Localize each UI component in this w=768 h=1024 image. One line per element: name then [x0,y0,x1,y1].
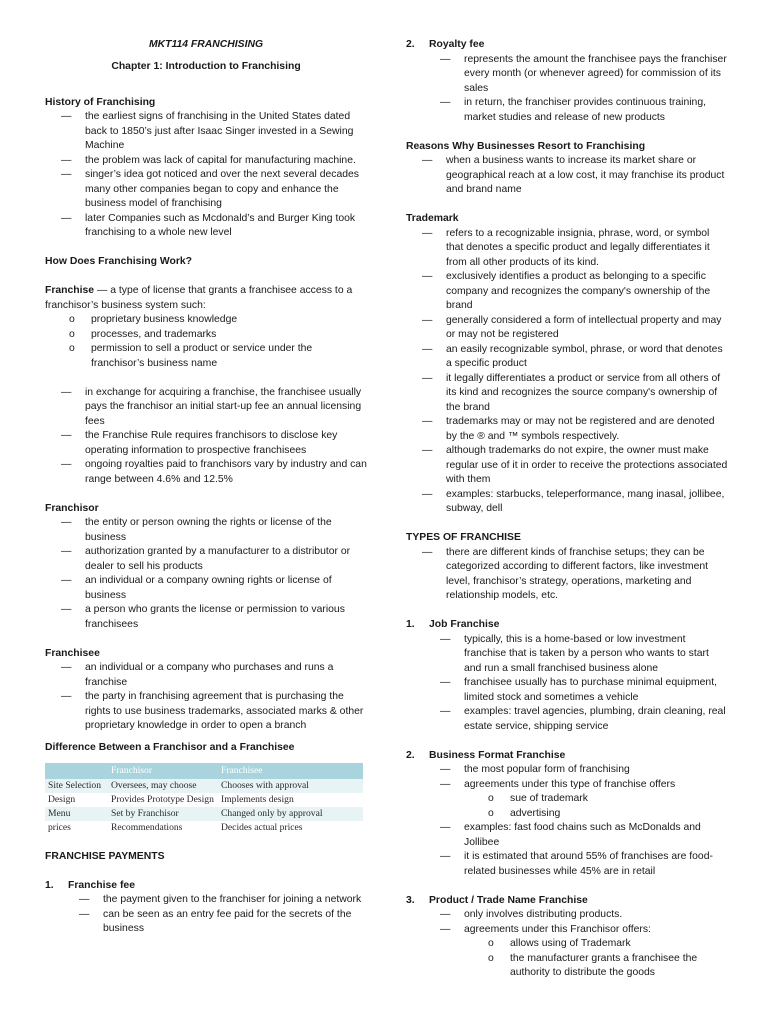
franchisor-item: — the entity or person owning the rights or license of the business [45,516,367,545]
payments-heading: FRANCHISE PAYMENTS [45,850,165,862]
product-franchise-item: — agreements under this Franchisor offers: [406,923,728,938]
business-format-label: Business Format Franchise [429,749,566,761]
table-cell: Menu [45,807,108,821]
business-format-number: 2. [406,749,415,761]
how-item: — ongoing royalties paid to franchisors vary by industry and can range between 4.6% and 12.5% [45,458,367,487]
table-cell: Provides Prototype Design [111,794,214,805]
trademark-item: — refers to a recognizable insignia, phrase, word, or symbol that denotes a specific product and legally differentiates it from all other products of its kind. [406,227,728,271]
table-cell: Recommendations [111,822,183,833]
table-cell: Chooses with approval [218,779,363,793]
franchisee-item: — the party in franchising agreement that is purchasing the rights to use business trademarks, associated marks & other proprietary knowledge in order to open a branch [45,690,367,734]
left-column [45,38,367,937]
reasons-item: — when a business wants to increase its market share or geographical reach at a low cost, it may franchise its product and brand name [406,154,728,198]
how-item: — in exchange for acquiring a franchise, the franchisee usually pays the franchisor an initial start-up fee an annual licensing fees [45,386,367,430]
table-header-cell [45,763,108,779]
history-item: — the problem was lack of capital for manufacturing machine. [45,154,367,169]
trademark-heading: Trademark [406,213,459,224]
table-row [45,807,363,821]
franchise-fee-title [45,879,367,894]
reasons-heading: Reasons Why Businesses Resort to Franchising [406,140,646,152]
royalty-fee-item: — represents the amount the franchisee pays the franchiser every month (or whenever agreed) for commission of its sales [406,53,728,97]
table-header-cell: Franchisee [218,763,363,779]
table-cell: Changed only by approval [218,807,363,821]
franchise-def-text: — a type of license that grants a franchisee access to a franchisor’s business system such: [45,285,353,311]
types-item: — there are different kinds of franchise setups; they can be categorized according to different factors, like investment level, franchisor’s strategy, operations, marketing and relationship models, etc. [406,546,728,604]
table-cell: Set by Franchisor [108,807,218,821]
course-title: MKT114 FRANCHISING [148,39,264,50]
business-format-title [406,749,728,764]
product-franchise-sub-item: o the manufacturer grants a franchisee the authority to distribute the goods [406,952,728,981]
franchisee-heading: Franchisee [45,647,100,659]
business-format-item: — examples: fast food chains such as McDonalds and Jollibee [406,821,728,850]
franchise-fee-label: Franchise fee [68,879,135,891]
franchise-sub-item: o processes, and trademarks [45,328,367,343]
history-item: — the earliest signs of franchising in the United States dated back to 1850’s just after Isaac Singer invested in a Sewing Machine [45,110,367,154]
trademark-item: — it legally differentiates a product or service from all others of its kind and recognizes the source company's ownership of the brand [406,372,728,416]
how-item: — the Franchise Rule requires franchisors to disclose key operating information to prospective franchisees [45,429,367,458]
table-cell: Decides actual prices [221,822,303,833]
how-heading: How Does Franchising Work? [45,256,193,267]
product-franchise-sub-item: o allows using of Trademark [406,937,728,952]
royalty-fee-title [406,38,728,53]
business-format-item: — it is estimated that around 55% of franchises are food-related businesses while 45% are in retail [406,850,728,879]
business-format-item: — agreements under this type of franchise offers [406,778,728,793]
product-franchise-item: — only involves distributing products. [406,908,728,923]
franchisor-item: — a person who grants the license or permission to various franchisees [45,603,367,632]
table-row [45,779,363,793]
franchise-fee-item: — the payment given to the franchiser for joining a network [45,893,367,908]
table-header-cell: Franchisor [108,763,218,779]
business-format-item: — the most popular form of franchising [406,763,728,778]
job-franchise-number: 1. [406,619,415,630]
table-cell: prices [48,822,71,833]
job-franchise-title [406,618,728,633]
trademark-item: — exclusively identifies a product as belonging to a specific company and recognizes the company's ownership of the brand [406,270,728,314]
franchisor-item: — an individual or a company owning rights or license of business [45,574,367,603]
table-row [45,793,363,807]
franchise-term: Franchise [45,285,95,296]
trademark-item: — an easily recognizable symbol, phrase, or word that denotes a specific product [406,343,728,372]
job-franchise-item: — examples: travel agencies, plumbing, drain cleaning, real estate service, shipping service [406,705,728,734]
product-franchise-title [406,894,728,909]
franchise-sub-item: o permission to sell a product or service under the franchisor’s business name [45,342,367,371]
trademark-item: — trademarks may or may not be registered and are denoted by the ® and ™ symbols respectively. [406,415,728,444]
types-heading: TYPES OF FRANCHISE [406,532,521,543]
table-cell: Implements design [221,794,294,805]
royalty-fee-label: Royalty fee [429,39,485,50]
job-franchise-item: — franchisee usually has to purchase minimal equipment, limited stock and sometimes a vehicle [406,676,728,705]
business-format-sub-item: o advertising [406,807,728,822]
franchise-sub-item: o proprietary business knowledge [45,313,367,328]
franchise-definition [45,284,367,313]
table-cell: Design [48,794,76,805]
royalty-fee-item: — in return, the franchiser provides continuous training, market studies and release of new products [406,96,728,125]
chapter-title: Chapter 1: Introduction to Franchising [111,60,301,72]
table-header-row [45,763,363,779]
history-heading: History of Franchising [45,96,156,108]
franchise-fee-item: — can be seen as an entry fee paid for the secrets of the business [45,908,367,937]
trademark-item: — examples: starbucks, teleperformance, mang inasal, jollibee, subway, dell [406,488,728,517]
product-franchise-number: 3. [406,894,415,906]
franchise-fee-number: 1. [45,879,54,891]
table-row [45,821,363,835]
table-cell: Oversees, may choose [108,779,218,793]
trademark-item: — generally considered a form of intellectual property and may or may not be registered [406,314,728,343]
job-franchise-item: — typically, this is a home-based or low investment franchise that is taken by a person who wants to start and run a small franchised business alone [406,633,728,677]
history-item: — later Companies such as Mcdonald’s and Burger King took franchising to a whole new level [45,212,367,241]
history-item: — singer’s idea got noticed and over the next several decades many other companies began to copy and enhance the business model of franchising [45,168,367,212]
franchisor-item: — authorization granted by a manufacturer to a distributor or dealer to sell his products [45,545,367,574]
difference-heading: Difference Between a Franchisor and a Franchisee [45,741,295,753]
franchisee-item: — an individual or a company who purchases and runs a franchise [45,661,367,690]
comparison-table [45,763,363,835]
business-format-sub-item: o sue of trademark [406,792,728,807]
product-franchise-label: Product / Trade Name Franchise [429,894,588,906]
royalty-fee-number: 2. [406,39,415,50]
trademark-item: — although trademarks do not expire, the owner must make regular use of it in order to receive the protections associated with them [406,444,728,488]
job-franchise-label: Job Franchise [429,619,500,630]
franchisor-heading: Franchisor [45,502,99,514]
table-cell: Site Selection [45,779,108,793]
right-column [406,38,728,981]
